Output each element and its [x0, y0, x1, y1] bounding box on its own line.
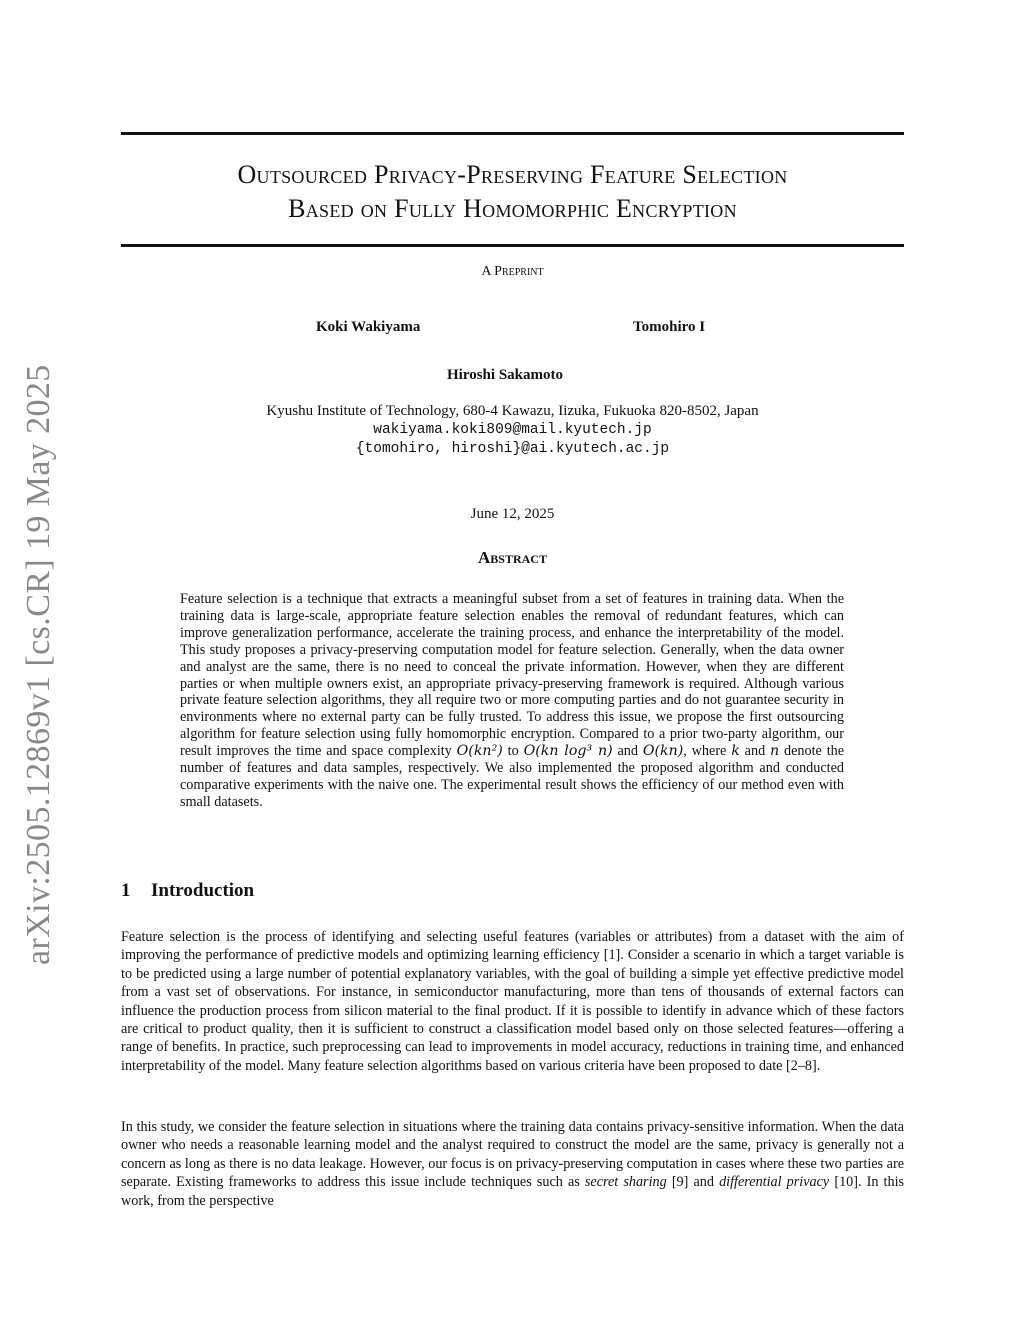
abstract-text: , where [683, 743, 727, 760]
complexity-space: O(kn) [642, 743, 684, 760]
email-wakiyama: wakiyama.koki809@mail.kyutech.jp [373, 422, 652, 438]
title-bottom-rule [121, 244, 904, 247]
variable-k: k [731, 743, 740, 760]
paragraph-text: [9] and [671, 1174, 714, 1191]
title-line-1: Outsourced Privacy-Preserving Feature Selection [237, 160, 788, 189]
complexity-prior: O(kn²) [456, 743, 503, 760]
paragraph-text: In this study, we consider the feature selection in situations where the training data contains privacy-sensitive information. When the data owner who needs a reasonable learning model and the analyst required to construct the model are the same, privacy is generally not a concern as long as there is no data leakage. However, our focus is on privacy-preserving computation in cases where these two parties are separate. Existing frameworks to address this issue include techniques such as [121, 1119, 904, 1191]
complexity-time: O(kn log³ n) [523, 743, 613, 760]
abstract-body [180, 591, 844, 811]
preprint-label: A Preprint [481, 264, 544, 279]
section-title: Introduction [151, 880, 255, 901]
abstract-text: and [617, 743, 638, 760]
publication-date: June 12, 2025 [470, 506, 555, 522]
author-koki-wakiyama: Koki Wakiyama [316, 319, 421, 335]
abstract-text: Feature selection is a technique that extracts a meaningful subset from a set of features in training data. When the training data is large-scale, appropriate feature selection enables the removal of redundant features, which can improve generalization performance, accelerate the training process, and enhance the interpretability of the model. This study proposes a privacy-preserving computation model for feature selection. Generally, when the data owner and analyst are the same, there is no need to conceal the private information. However, when they are different parties or when multiple owners exist, an appropriate privacy-preserving framework is required. Although various private feature selection algorithms, they all require two or more computing parties and do not guarantee security in environments where no external party can be fully trusted. To address this issue, we propose the first outsourcing algorithm for feature selection using fully homomorphic encryption. Compared to a prior two-party algorithm, our result improves the time and space complexity [180, 591, 844, 760]
title-line-2: Based on Fully Homomorphic Encryption [288, 194, 737, 223]
abstract-text: and [744, 743, 766, 760]
term-secret-sharing: secret sharing [584, 1174, 667, 1191]
arxiv-identifier: arXiv:2505.12869v1 [cs.CR] 19 May 2025 [20, 364, 57, 965]
section-heading-introduction [121, 880, 254, 902]
intro-paragraph-1: Feature selection is the process of identifying and selecting useful features (variables or attributes) from a dataset with the aim of improving the performance of predictive models and optimizing learning efficiency [1]. Consider a scenario in which a target variable is to be predicted using a large number of potential explanatory variables, with the goal of building a simple yet effective predictive model from a vast set of observations. For instance, in semiconductor manufacturing, more than tens of thousands of external factors can influence the production process from silicon material to the final product. If it is possible to identify in advance which of these factors are critical to product quality, then it is sufficient to construct a classification model based only on those selected features—offering a range of benefits. In practice, such preprocessing can lead to improvements in model accuracy, reductions in training time, and enhanced interpretability of the model. Many feature selection algorithms based on various criteria have been proposed to date [2–8]. [121, 929, 904, 1074]
paragraph-text: [10]. In this work, from the perspective [121, 1174, 905, 1209]
term-differential-privacy: differential privacy [719, 1174, 830, 1191]
email-tomohiro-hiroshi: {tomohiro, hiroshi}@ai.kyutech.ac.jp [355, 441, 670, 457]
abstract-text: denote the number of features and data samples, respectively. We also implemented the proposed algorithm and conducted comparative experiments with the naive one. The experimental result shows the efficiency of our method even with small datasets. [180, 743, 845, 810]
intro-paragraph-2 [121, 1118, 904, 1210]
author-tomohiro-i: Tomohiro I [633, 319, 706, 335]
author-hiroshi-sakamoto: Hiroshi Sakamoto [447, 367, 563, 383]
title-top-rule [121, 132, 904, 135]
institution: Kyushu Institute of Technology, 680-4 Kawazu, Iizuka, Fukuoka 820-8502, Japan [266, 403, 759, 419]
paper-title [121, 158, 904, 226]
affiliation-block [121, 402, 904, 459]
abstract-text: to [507, 743, 519, 760]
section-number: 1 [121, 880, 131, 901]
variable-n: n [770, 743, 780, 760]
abstract-heading: Abstract [478, 548, 547, 567]
